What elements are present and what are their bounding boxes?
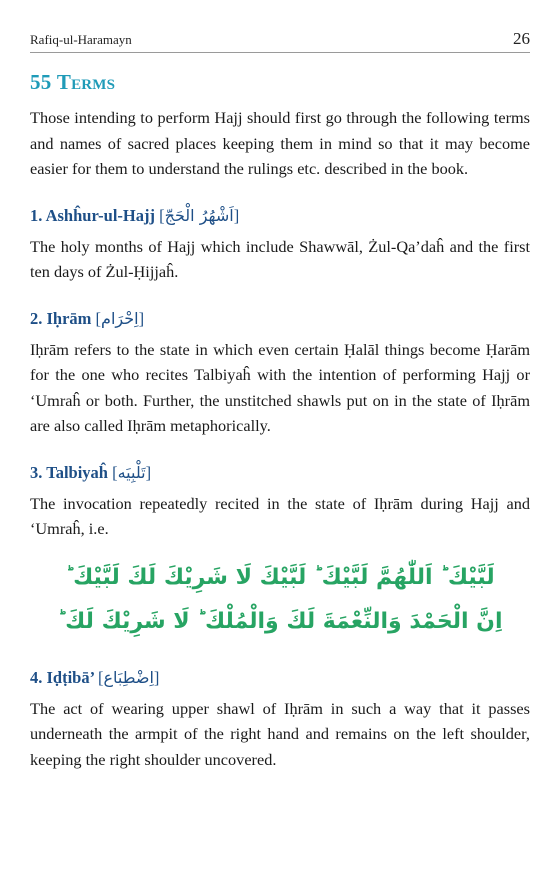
talbiyah-line: اِنَّ الْحَمْدَ وَالنِّعْمَةَ لَكَ وَالْمُلْكَ ؕ لَا شَرِيْكَ لَكَ ؕ — [57, 608, 503, 634]
bracket-open: [ — [95, 308, 102, 328]
term-arabic: اِحْرَام — [101, 308, 139, 328]
term-label: 4. Iḍṭibā’ — [30, 667, 94, 687]
term-3 — [30, 461, 530, 644]
term-heading — [30, 307, 530, 331]
bracket-close: ] — [138, 308, 145, 328]
page-number: 26 — [513, 29, 530, 48]
section-number: 55 — [30, 70, 52, 94]
term-definition: Iḥrām refers to the state in which even certain Ḥalāl things become Ḥarām for the one who recites Talbiyaĥ with the intention of performing Hajj or ‘Umraĥ or both. Further, the unstitched shawls put on in the state of Iḥrām are also called Iḥrām metaphorically. — [30, 339, 530, 435]
term-2 — [30, 307, 530, 439]
running-title: Rafiq-ul-Haramayn — [30, 32, 132, 47]
talbiyah-line: لَبَّيْكَ ؕ اَللّٰهُمَّ لَبَّيْكَ ؕ لَبَّيْكَ لَا شَرِيْكَ لَكَ لَبَّيْكَ ؕ — [65, 564, 495, 590]
term-definition: The act of wearing upper shawl of Iḥrām in such a way that it passes underneath the armpit of the right hand and remains on the left shoulder, keeping the right shoulder uncovered. — [30, 698, 530, 769]
bracket-close: ] — [145, 462, 152, 482]
bracket-open: [ — [159, 205, 165, 225]
term-heading — [30, 666, 530, 690]
bracket-open: [ — [112, 462, 118, 482]
bracket-close: ] — [153, 667, 160, 687]
term-heading — [30, 461, 530, 485]
section-intro: Those intending to perform Hajj should first go through the following terms and names of sacred places keeping them in mind so that it may become easier for them to understand the rulings etc. described in the book. — [30, 108, 530, 178]
term-arabic: تَلْبِيَه — [117, 462, 146, 482]
section-title-word: Terms — [56, 70, 116, 94]
term-4 — [30, 666, 530, 773]
page-header — [30, 28, 530, 53]
term-label: 3. Talbiyaĥ — [30, 462, 108, 482]
bracket-close: ] — [233, 205, 240, 225]
section-title — [30, 70, 530, 95]
talbiyah-text — [30, 556, 530, 644]
term-heading — [30, 204, 530, 228]
page-content — [30, 70, 530, 772]
term-definition: The invocation repeatedly recited in the state of Iḥrām during Hajj and ‘Umraĥ, i.e. — [30, 493, 530, 538]
term-definition: The holy months of Hajj which include Shawwāl, Żul-Qa’daĥ and the first ten days of Żul-Ḥijjaĥ. — [30, 236, 530, 281]
term-1 — [30, 204, 530, 285]
term-label: 1. Ashĥur-ul-Hajj — [30, 205, 155, 225]
term-arabic: اَشْهُرُ الْحَجّ — [164, 205, 234, 225]
bracket-open: [ — [98, 667, 104, 687]
term-label: 2. Iḥrām — [30, 308, 92, 328]
term-arabic: اِضْطِبَاع — [103, 667, 154, 687]
